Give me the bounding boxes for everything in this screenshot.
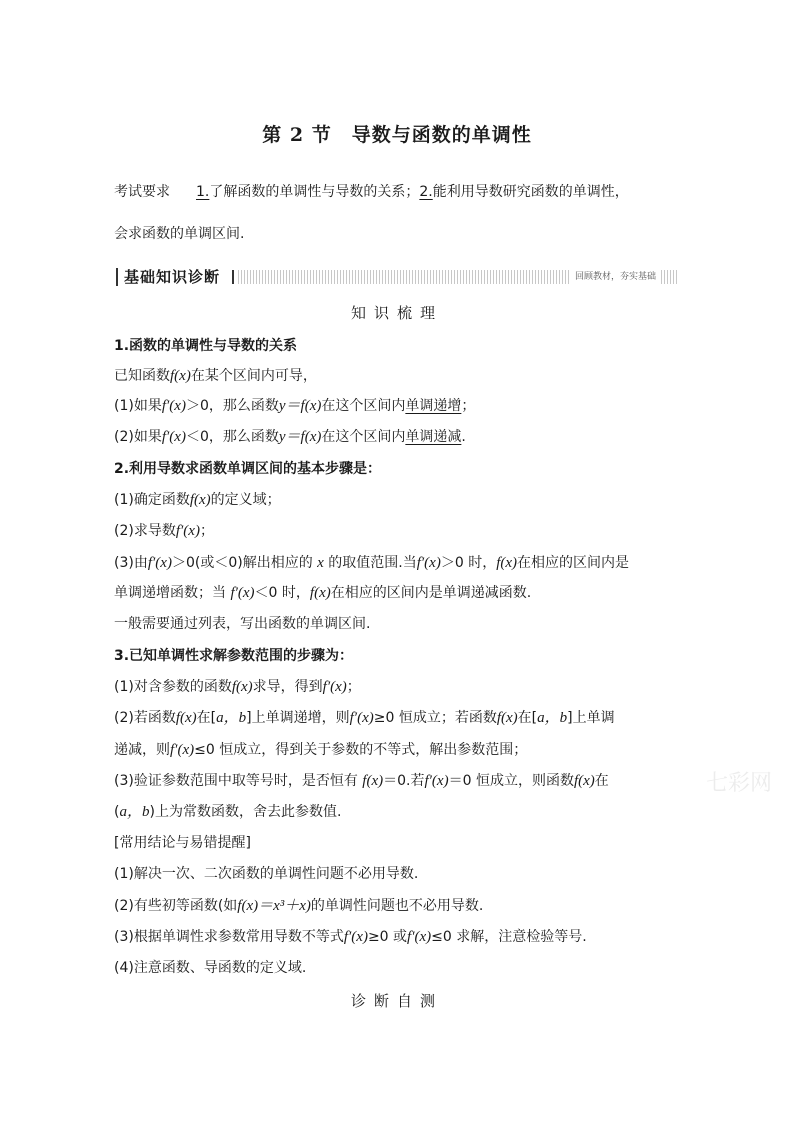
increasing-term: 单调递增 xyxy=(405,398,462,414)
section1-title: 1.函数的单调性与导数的关系 xyxy=(114,338,298,354)
section2-line3: (3)由f′(x)＞0(或＜0)解出相应的 x 的取值范围.当f′(x)＞0 时，f(x)在相应的区间内是 xyxy=(114,555,630,571)
section2-line1: (1)确定函数f(x)的定义域； xyxy=(114,492,281,508)
common-line4: (4)注意函数、导函数的定义域. xyxy=(114,960,307,976)
decreasing-term: 单调递减 xyxy=(405,429,462,445)
req-number-1: 1. xyxy=(196,184,210,200)
common-line2: (2)有些初等函数(如f(x)＝x³＋x)的单调性问题也不必用导数. xyxy=(114,898,484,914)
common-line3: (3)根据单调性求参数常用导数不等式f′(x)≥0 或f′(x)≤0 求解，注意检验等号. xyxy=(114,929,587,945)
req-text-1: 了解函数的单调性与导数的关系； xyxy=(209,184,420,200)
section3-line1: (1)对含参数的函数f(x)求导，得到f′(x)； xyxy=(114,679,361,695)
section1-line2: (1)如果f′(x)＞0，那么函数y＝f(x)在这个区间内单调递增； xyxy=(114,398,476,414)
exam-requirements-line1 xyxy=(114,182,629,202)
requirements-label: 考试要求 xyxy=(114,184,170,200)
exam-requirements-line2: 会求函数的单调区间. xyxy=(114,226,245,242)
req-text-2: 能利用导数研究函数的单调性， xyxy=(432,184,629,200)
page-title: 第 2 节 导数与函数的单调性 xyxy=(262,124,532,146)
watermark: 七彩网 xyxy=(706,771,773,796)
section2-line4: 单调递增函数；当 f′(x)＜0 时，f(x)在相应的区间内是单调递减函数. xyxy=(114,585,532,601)
section3-line5: (a，b)上为常数函数，舍去此参数值. xyxy=(114,804,342,820)
section3-line3: 递减，则f′(x)≤0 恒成立，得到关于参数的不等式，解出参数范围； xyxy=(114,742,528,758)
banner-tag: 回顾教材，夯实基础 xyxy=(571,270,660,284)
section2-line5: 一般需要通过列表，写出函数的单调区间. xyxy=(114,616,371,632)
common-line1: (1)解决一次、二次函数的单调性问题不必用导数. xyxy=(114,866,419,882)
section2-line2: (2)求导数f′(x)； xyxy=(114,523,214,539)
req-number-2: 2. xyxy=(419,184,433,200)
knowledge-heading: 知识梳理 xyxy=(350,304,443,322)
section-banner xyxy=(116,266,678,288)
section3-line2: (2)若函数f(x)在[a，b]上单调递增，则f′(x)≥0 恒成立；若函数f(x)在[a，b]上单调 xyxy=(114,710,615,726)
section1-line1: 已知函数f(x)在某个区间内可导， xyxy=(114,368,317,384)
banner-left-bar xyxy=(116,268,118,286)
banner-divider xyxy=(232,270,234,284)
diagnosis-heading: 诊断自测 xyxy=(350,992,443,1010)
section3-line4: (3)验证参数范围中取等号时，是否恒有 f(x)＝0.若f′(x)＝0 恒成立，则函数f(x)在 xyxy=(114,773,609,789)
section3-title: 3.已知单调性求解参数范围的步骤为： xyxy=(114,648,354,664)
banner-label: 基础知识诊断 xyxy=(124,268,221,286)
section1-line3: (2)如果f′(x)＜0，那么函数y＝f(x)在这个区间内单调递减. xyxy=(114,429,466,445)
common-title: [常用结论与易错提醒] xyxy=(114,835,251,851)
section2-title: 2.利用导数求函数单调区间的基本步骤是： xyxy=(114,461,382,477)
